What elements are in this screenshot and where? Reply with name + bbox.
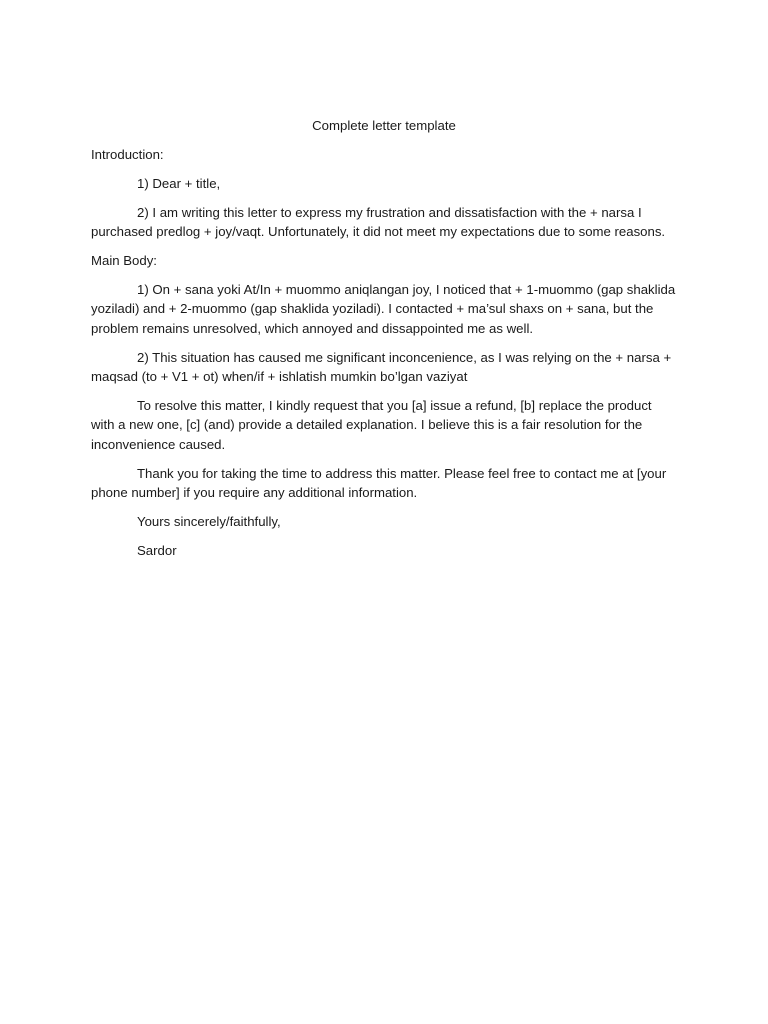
letter-content <box>91 116 677 570</box>
document-title: Complete letter template <box>312 118 456 133</box>
closing-line: Yours sincerely/faithfully, <box>137 514 281 529</box>
signature: Sardor <box>137 542 177 558</box>
body-impact-paragraph: 2) This situation has caused me significant inconcenience, as I was relying on the + narsa + maqsad (to + V1 + ot) when/if + ishlatish mumkin bo’lgan vaziyat <box>91 349 672 385</box>
main-body-heading: Main Body: <box>91 253 157 269</box>
body-request-paragraph: To resolve this matter, I kindly request that you [a] issue a refund, [b] replace the product with a new one, [c] (and) provide a detailed explanation. I believe this is a fair resolution for the inconvenience caused. <box>91 397 652 452</box>
intro-purpose-paragraph: 2) I am writing this letter to express my frustration and dissatisfaction with the + narsa I purchased predlog + joy/vaqt. Unfortunately, it did not meet my expectations due to some reasons. <box>91 204 666 240</box>
introduction-heading: Introduction: <box>91 146 164 162</box>
body-problem-paragraph: 1) On + sana yoki At/In + muommo aniqlangan joy, I noticed that + 1-muommo (gap shaklida yoziladi) and + 2-muommo (gap shaklida yoziladi). I contacted + ma’sul shaxs on + sana, but the problem remains unresolved, which annoyed and dissappointed me as well. <box>91 281 676 336</box>
intro-greeting: 1) Dear + title, <box>137 175 221 191</box>
body-thanks-paragraph: Thank you for taking the time to address this matter. Please feel free to contact me at [your phone number] if you require any additional information. <box>91 465 667 501</box>
